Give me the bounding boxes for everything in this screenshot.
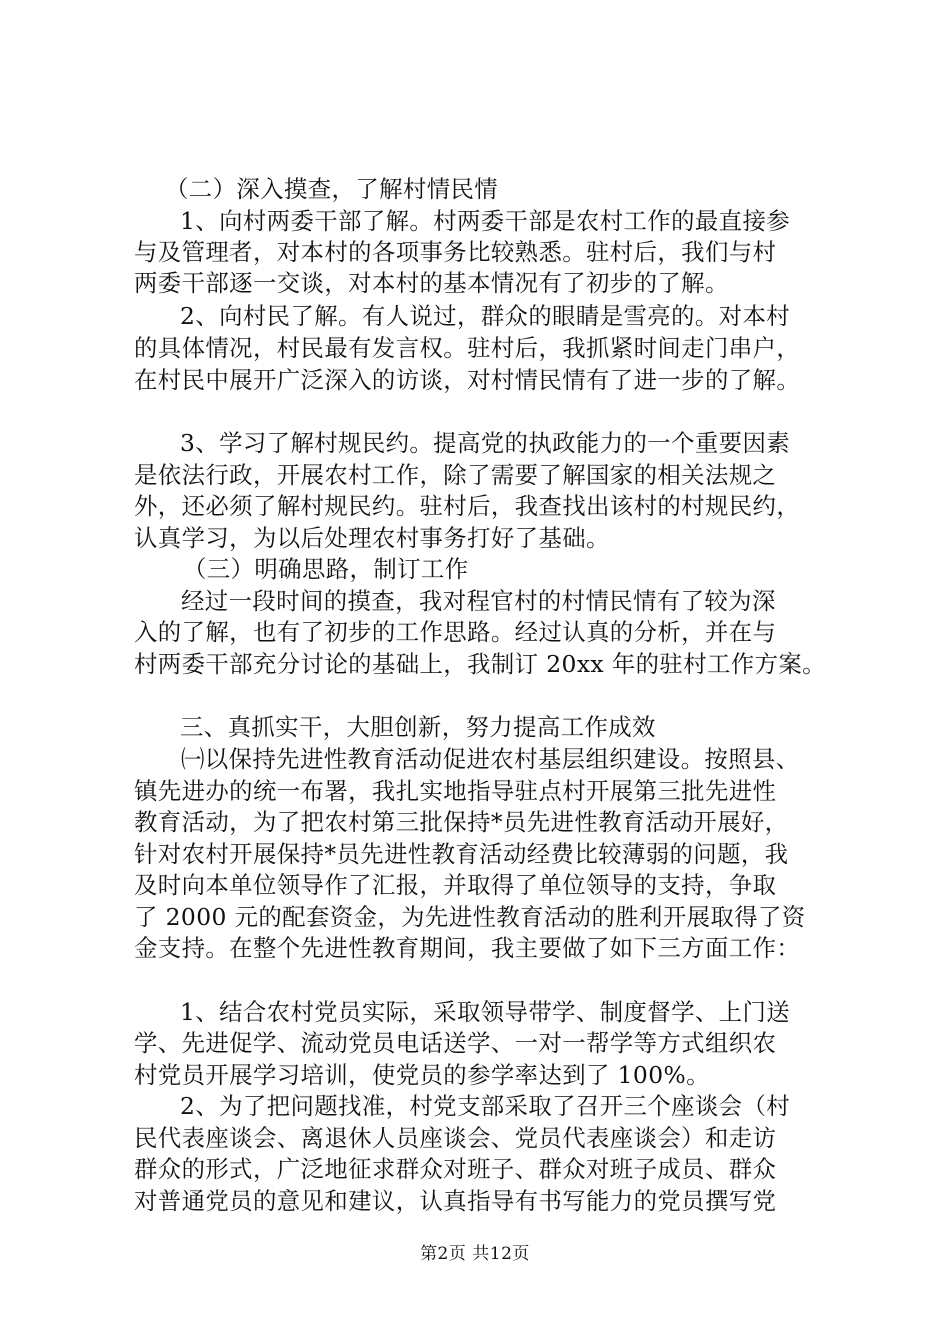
paragraph-line: 镇先进办的统一布署，我扎实地指导驻点村开展第三批先进性 [134,777,777,805]
paragraph-line: 村两委干部充分讨论的基础上，我制订 20xx 年的驻村工作方案。 [134,650,826,678]
paragraph-line: 的具体情况，村民最有发言权。驻村后，我抓紧时间走门串户， [134,334,801,362]
paragraph-line: 1、向村两委干部了解。村两委干部是农村工作的最直接参 [180,207,791,235]
paragraph-line: 1、结合农村党员实际，采取领导带学、制度督学、上门送 [180,998,791,1026]
paragraph-line: 认真学习，为以后处理农村事务打好了基础。 [134,524,610,552]
paragraph-line: 及时向本单位领导作了汇报，并取得了单位领导的支持，争取 [134,871,777,899]
paragraph-line: 两委干部逐一交谈，对本村的基本情况有了初步的了解。 [134,269,729,297]
section-heading: （二）深入摸查，了解村情民情 [165,175,499,203]
paragraph-line: 了 2000 元的配套资金，为先进性教育活动的胜利开展取得了资 [134,903,806,931]
paragraph-line: 民代表座谈会、离退休人员座谈会、党员代表座谈会）和走访 [134,1124,777,1152]
paragraph-line: 针对农村开展保持*员先进性教育活动经费比较薄弱的问题，我 [134,840,789,868]
paragraph-line: 2、为了把问题找准，村党支部采取了召开三个座谈会（村 [180,1092,791,1120]
section-heading: （三）明确思路，制订工作 [183,555,469,583]
paragraph-line: 经过一段时间的摸查，我对程官村的村情民情有了较为深 [181,587,776,615]
paragraph-line: 在村民中展开广泛深入的访谈，对村情民情有了进一步的了解。 [134,366,801,394]
paragraph-line: ㈠以保持先进性教育活动促进农村基层组织建设。按照县、 [181,745,800,773]
section-heading: 三、真抓实干，大胆创新，努力提高工作成效 [180,713,656,741]
paragraph-line: 与及管理者，对本村的各项事务比较熟悉。驻村后，我们与村 [134,238,777,266]
page-number-footer: 第2页 共12页 [420,1244,530,1264]
paragraph-line: 教育活动，为了把农村第三批保持*员先进性教育活动开展好， [134,808,789,836]
paragraph-line: 入的了解，也有了初步的工作思路。经过认真的分析，并在与 [134,618,777,646]
paragraph-line: 学、先进促学、流动党员电话送学、一对一帮学等方式组织农 [134,1029,777,1057]
paragraph-line: 群众的形式，广泛地征求群众对班子、群众对班子成员、群众 [134,1155,777,1183]
paragraph-line: 是依法行政，开展农村工作，除了需要了解国家的相关法规之 [134,461,777,489]
paragraph-line: 3、学习了解村规民约。提高党的执政能力的一个重要因素 [180,429,791,457]
paragraph-line: 金支持。在整个先进性教育期间，我主要做了如下三方面工作： [134,934,801,962]
paragraph-line: 外，还必须了解村规民约。驻村后，我查找出该村的村规民约， [134,492,801,520]
paragraph-line: 对普通党员的意见和建议，认真指导有书写能力的党员撰写党 [134,1187,777,1215]
paragraph-line: 村党员开展学习培训，使党员的参学率达到了 100%。 [134,1061,710,1089]
paragraph-line: 2、向村民了解。有人说过，群众的眼睛是雪亮的。对本村 [180,302,791,330]
